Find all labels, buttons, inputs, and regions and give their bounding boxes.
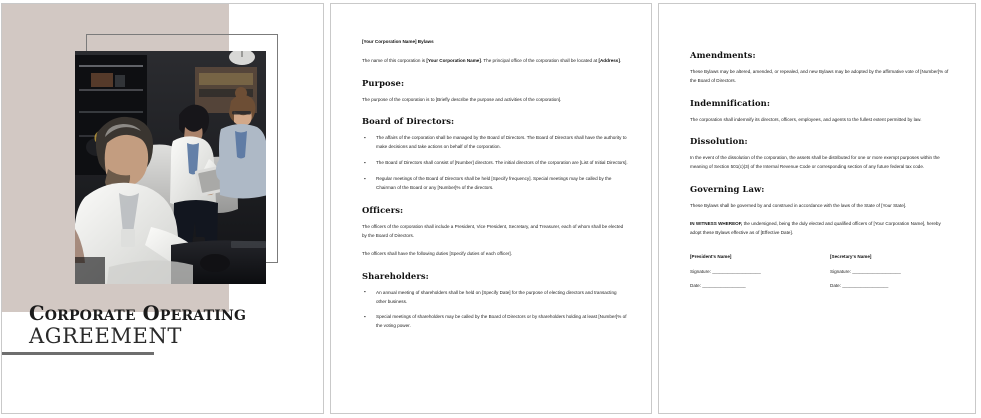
purpose-paragraph: The purpose of the corporation is to [Briefly describe the purpose and activities of the corporation]. [362, 96, 562, 102]
list-item: ▪ Special meetings of shareholders may be called by the Board of Directors or by shareholders holding at least [Number]% of the voting power. [362, 313, 628, 331]
list-item: ▪ The Board of Directors shall consist of [Number] directors. The initial directors of the corporation are [List of Initial Directors]. [362, 159, 628, 168]
secretary-signature-line[interactable]: Signature: ___________________ [830, 268, 901, 274]
section-heading-governing-law: Governing Law: [690, 184, 765, 195]
secretary-name-placeholder: [Secretary's Name] [830, 253, 872, 259]
president-date-line[interactable]: Date: _________________ [690, 282, 746, 288]
placeholder-corporation-name: [Your Corporation Name] [426, 57, 481, 63]
dissolution-paragraph: In the event of the dissolution of the corporation, the assets shall be distributed for one or more exempt purposes within the meaning of Section 501(c)(3) of the Internal Revenue Code or corresponding section of any future federal tax code. [690, 155, 940, 170]
document-page-3[interactable] [658, 3, 976, 414]
page-3-content [690, 38, 952, 297]
signature-column-secretary [830, 254, 952, 297]
page-2-content [362, 38, 628, 339]
president-signature-line[interactable]: Signature: ___________________ [690, 268, 761, 274]
signature-column-president [690, 254, 812, 297]
section-heading-dissolution: Dissolution: [690, 136, 748, 147]
board-of-directors-list [362, 134, 628, 193]
corporation-intro-paragraph: The name of this corporation is [Your Corporation Name]. The principal office of the corporation shall be located at [Address]. [362, 57, 622, 63]
section-heading-shareholders: Shareholders: [362, 270, 429, 281]
governing-law-paragraph: These Bylaws shall be governed by and construed in accordance with the laws of the State of [Your State]. [690, 203, 907, 209]
witness-paragraph [690, 220, 952, 238]
list-item: ▪ An annual meeting of shareholders shall be held on [Specify Date] for the purpose of electing directors and transacting other business. [362, 289, 628, 307]
cover-title-block [29, 304, 309, 349]
section-heading-indemnification: Indemnification: [690, 97, 771, 108]
signature-block [690, 254, 952, 297]
shareholders-list [362, 289, 628, 332]
witness-label: IN WITNESS WHEREOF, [690, 220, 743, 226]
cover-photo [75, 51, 266, 284]
list-item: ▪ The affairs of the corporation shall be managed by the Board of Directors. The Board of Directors shall have the authority to make decisions and take actions on behalf of the corporation. [362, 134, 628, 152]
section-heading-purpose: Purpose: [362, 77, 405, 88]
witness-text: the undersigned, being the duly elected and qualified officers of [Your Corporation Name], hereby adopt these Bylaws effective as of [Effective Date]. [690, 220, 941, 235]
title-underline-rule [2, 352, 154, 355]
section-heading-board-of-directors: Board of Directors: [362, 116, 455, 127]
page-title-line-1: Corporate Operating [29, 302, 247, 325]
president-name-placeholder: [President's Name] [690, 253, 732, 259]
bylaws-lead-heading: [Your Corporation Name] Bylaws [362, 39, 434, 44]
list-item: ▪ Regular meetings of the Board of Directors shall be held [Specify frequency]. Special meetings may be called by the Chairman of the Board or any [Number]% of the directors. [362, 175, 628, 193]
placeholder-address: [Address] [598, 57, 620, 63]
document-page-2[interactable] [330, 3, 652, 414]
document-page-1-cover[interactable] [1, 3, 324, 414]
section-heading-officers: Officers: [362, 205, 404, 216]
indemnification-paragraph: The corporation shall indemnify its directors, officers, employees, and agents to the fullest extent permitted by law. [690, 116, 922, 122]
section-heading-amendments: Amendments: [690, 50, 756, 60]
page-title-line-2: AGREEMENT [29, 324, 183, 349]
officers-paragraph-2: The officers shall have the following duties [Specify duties of each officer]. [362, 250, 512, 256]
officers-paragraph-1: The officers of the corporation shall include a President, Vice President, Secretary, and Treasurer, each of whom shall be elected by the Board of Directors. [362, 224, 624, 238]
secretary-date-line[interactable]: Date: __________________ [830, 282, 889, 288]
amendments-paragraph: These Bylaws may be altered, amended, or repealed, and new Bylaws may be adopted by the affirmative vote of [Number]% of the Board of Directors. [690, 69, 949, 83]
